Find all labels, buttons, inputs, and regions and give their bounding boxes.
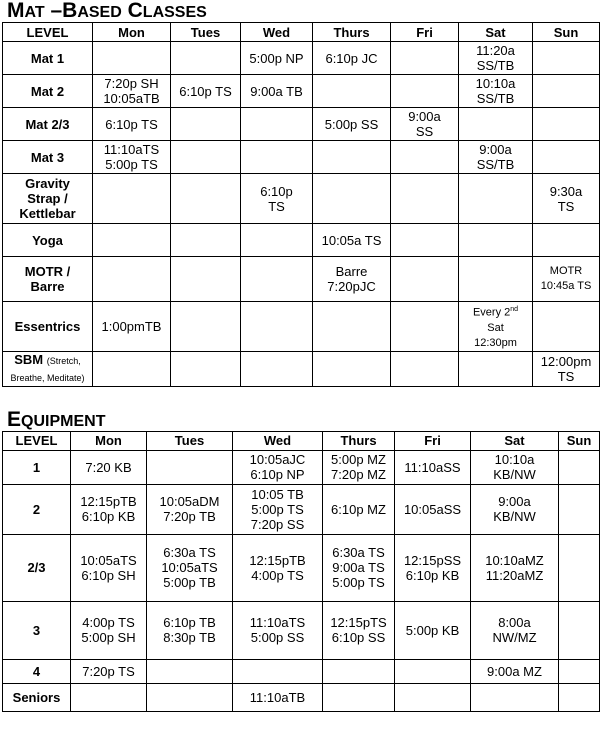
- schedule-cell: [559, 601, 600, 659]
- schedule-cell: [241, 302, 313, 352]
- schedule-cell: [147, 659, 233, 683]
- schedule-cell: [233, 450, 323, 484]
- header-wed: Wed: [233, 431, 323, 450]
- schedule-cell: [71, 601, 147, 659]
- schedule-entry: 12:15pSS 6:10p KB: [403, 552, 462, 583]
- schedule-entry: 11:10aTS 5:00p TS: [103, 142, 160, 172]
- schedule-entry: 11:10aTS 5:00p SS: [249, 615, 306, 646]
- level-label: Mat 2: [30, 83, 65, 99]
- schedule-cell: [471, 484, 559, 534]
- schedule-entry: Barre 7:20pJC: [327, 264, 376, 294]
- schedule-cell: [323, 484, 395, 534]
- level-cell: [3, 108, 93, 141]
- schedule-entry: 10:05aJC 6:10p NP: [249, 452, 306, 483]
- schedule-cell: [559, 484, 600, 534]
- schedule-cell: [459, 75, 533, 108]
- schedule-cell: [471, 683, 559, 711]
- schedule-entry: 10:05aDM 7:20p TB: [159, 494, 220, 525]
- level-cell: [3, 257, 93, 302]
- header-fri: Fri: [391, 23, 459, 42]
- schedule-cell: [323, 534, 395, 601]
- header-tues: Tues: [147, 431, 233, 450]
- schedule-cell: [171, 257, 241, 302]
- schedule-entry: 10:05a TS: [321, 232, 382, 248]
- schedule-cell: [395, 601, 471, 659]
- schedule-entry: 6:30a TS 9:00a TS 5:00p TS: [332, 545, 385, 591]
- level-cell: [3, 601, 71, 659]
- schedule-entry: 11:10aSS: [404, 459, 461, 475]
- schedule-cell: [233, 683, 323, 711]
- header-sat: Sat: [459, 23, 533, 42]
- schedule-cell: [533, 351, 600, 386]
- schedule-cell: [241, 257, 313, 302]
- schedule-cell: [533, 302, 600, 352]
- schedule-cell: [533, 257, 600, 302]
- schedule-entry: 12:15pTB 4:00p TS: [249, 552, 306, 583]
- schedule-entry: 12:15pTS 6:10p SS: [330, 615, 387, 646]
- schedule-cell: [459, 224, 533, 257]
- schedule-cell: [395, 659, 471, 683]
- title-letter: E: [7, 407, 22, 431]
- schedule-entry: 6:30a TS 10:05aTS 5:00p TB: [161, 545, 218, 591]
- schedule-cell: [323, 450, 395, 484]
- header-level: LEVEL: [3, 23, 93, 42]
- table-row: [3, 224, 600, 257]
- schedule-entry: 12:15pTB 6:10p KB: [80, 494, 137, 525]
- schedule-cell: [313, 108, 391, 141]
- schedule-cell: [533, 224, 600, 257]
- schedule-entry: 9:00a TB: [250, 83, 303, 99]
- essentrics-sat-sup: nd: [510, 306, 519, 313]
- schedule-entry: 6:10p TS: [179, 83, 232, 99]
- level-cell: [3, 302, 93, 352]
- schedule-cell: [71, 534, 147, 601]
- schedule-cell: [323, 601, 395, 659]
- schedule-cell: [313, 224, 391, 257]
- schedule-cell: [313, 141, 391, 174]
- equipment-title: [0, 409, 600, 431]
- schedule-cell: [93, 75, 171, 108]
- schedule-entry: 10:10aMZ 11:20aMZ: [485, 552, 544, 583]
- title-dash: –: [44, 0, 63, 22]
- schedule-cell: [559, 450, 600, 484]
- level-cell: [3, 659, 71, 683]
- schedule-cell: [71, 450, 147, 484]
- table-row: [3, 601, 600, 659]
- schedule-cell: [391, 174, 459, 224]
- table-row: [3, 659, 600, 683]
- schedule-cell: [93, 257, 171, 302]
- schedule-entry: 11:10aTB: [249, 689, 306, 705]
- schedule-cell: [147, 601, 233, 659]
- level-label: Gravity Strap / Kettlebar: [19, 176, 76, 221]
- schedule-cell: [171, 141, 241, 174]
- header-wed: Wed: [241, 23, 313, 42]
- table-row: [3, 141, 600, 174]
- schedule-entry: 10:05aSS: [403, 501, 462, 517]
- schedule-entry: 11:20a SS/TB: [476, 43, 515, 73]
- title-letter: B: [62, 0, 78, 22]
- schedule-cell: [533, 42, 600, 75]
- schedule-entry: 6:10p JC: [325, 50, 378, 66]
- schedule-cell: [241, 75, 313, 108]
- mat-classes-table: [2, 22, 600, 387]
- schedule-cell: [391, 257, 459, 302]
- title-letter: M: [7, 0, 25, 22]
- schedule-cell: [171, 42, 241, 75]
- schedule-cell: [459, 174, 533, 224]
- schedule-entry: 9:30a TS: [549, 183, 583, 214]
- table-row: [3, 450, 600, 484]
- schedule-cell: [241, 42, 313, 75]
- schedule-cell: [559, 534, 600, 601]
- schedule-cell: [391, 141, 459, 174]
- level-label: Mat 2/3: [25, 116, 70, 132]
- schedule-cell: [459, 257, 533, 302]
- schedule-entry: 9:00a KB/NW: [493, 494, 536, 525]
- header-sun: Sun: [559, 431, 600, 450]
- schedule-cell: [395, 484, 471, 534]
- schedule-cell: [533, 174, 600, 224]
- schedule-cell: [313, 42, 391, 75]
- schedule-cell: [93, 108, 171, 141]
- schedule-cell: [71, 683, 147, 711]
- schedule-cell: [171, 302, 241, 352]
- schedule-cell: [391, 108, 459, 141]
- level-label: Yoga: [32, 232, 63, 248]
- schedule-entry: 1:00pmTB: [101, 318, 162, 334]
- title-part: QUIPMENT: [21, 412, 106, 430]
- table-row: [3, 257, 600, 302]
- schedule-cell: [459, 108, 533, 141]
- schedule-cell: [233, 659, 323, 683]
- table-row: [3, 174, 600, 224]
- schedule-cell: [241, 224, 313, 257]
- schedule-cell: [93, 351, 171, 386]
- schedule-cell: [313, 174, 391, 224]
- schedule-cell: [471, 450, 559, 484]
- schedule-cell: [323, 659, 395, 683]
- level-cell: [3, 75, 93, 108]
- schedule-entry: 5:00p SS: [324, 116, 379, 132]
- schedule-cell: [171, 174, 241, 224]
- header-thurs: Thurs: [313, 23, 391, 42]
- table-row: [3, 108, 600, 141]
- level-label: Mat 1: [30, 50, 65, 66]
- schedule-cell: [93, 302, 171, 352]
- equipment-table: [2, 431, 600, 712]
- schedule-entry: 5:00p MZ 7:20p MZ: [331, 452, 386, 483]
- schedule-entry: 6:10p TS: [105, 116, 158, 132]
- level-label: 3: [32, 622, 41, 638]
- level-label: Essentrics: [14, 318, 81, 334]
- schedule-entry: 5:00p NP: [249, 50, 304, 66]
- schedule-cell: [233, 601, 323, 659]
- schedule-entry: 7:20 KB: [85, 459, 132, 475]
- header-thurs: Thurs: [323, 431, 395, 450]
- schedule-cell: [391, 224, 459, 257]
- schedule-cell: [459, 141, 533, 174]
- schedule-entry: 9:00a MZ: [487, 663, 542, 679]
- level-label: 2: [32, 501, 41, 517]
- level-cell: [3, 141, 93, 174]
- title-part: AT: [24, 4, 45, 21]
- schedule-cell: [533, 108, 600, 141]
- schedule-entry: 9:00a SS: [408, 109, 441, 139]
- schedule-cell: [391, 351, 459, 386]
- schedule-cell: [171, 75, 241, 108]
- schedule-cell: [241, 141, 313, 174]
- schedule-cell: [147, 534, 233, 601]
- schedule-cell: [93, 141, 171, 174]
- schedule-cell: [93, 42, 171, 75]
- level-label: SBM: [14, 351, 44, 367]
- schedule-entry: 7:20p TS: [82, 663, 135, 679]
- table-row: [3, 534, 600, 601]
- schedule-cell: [241, 174, 313, 224]
- header-sat: Sat: [471, 431, 559, 450]
- table-row: [3, 42, 600, 75]
- schedule-entry: 6:10p TB 8:30p TB: [163, 615, 216, 646]
- table-row: [3, 484, 600, 534]
- level-cell: [3, 174, 93, 224]
- schedule-cell: [171, 108, 241, 141]
- title-letter: C: [127, 0, 143, 22]
- sbm-note: (Stretch, Breathe, Meditate): [10, 355, 85, 383]
- schedule-cell: [559, 659, 600, 683]
- schedule-cell: [93, 174, 171, 224]
- table-row: [3, 75, 600, 108]
- schedule-cell: [459, 351, 533, 386]
- mat-classes-title: [0, 0, 600, 22]
- schedule-entry: 12:00pm TS: [540, 353, 592, 384]
- essentrics-sat-time: Sat 12:30pm: [474, 321, 517, 349]
- schedule-cell: [171, 351, 241, 386]
- level-cell: [3, 534, 71, 601]
- header-tues: Tues: [171, 23, 241, 42]
- schedule-cell: [71, 659, 147, 683]
- schedule-cell: [171, 224, 241, 257]
- schedule-cell: [233, 534, 323, 601]
- schedule-cell: [391, 302, 459, 352]
- schedule-cell: [241, 108, 313, 141]
- schedule-cell: [313, 75, 391, 108]
- schedule-entry: 9:00a SS/TB: [476, 142, 515, 172]
- schedule-cell: [471, 601, 559, 659]
- schedule-entry: 10:10a KB/NW: [493, 452, 536, 483]
- level-label: 4: [32, 663, 41, 679]
- schedule-entry: 4:00p TS 5:00p SH: [81, 615, 136, 646]
- schedule-cell: [313, 351, 391, 386]
- schedule-entry: 7:20p SH 10:05aTB: [103, 76, 160, 106]
- level-label: 1: [32, 459, 41, 475]
- title-part: ASED: [77, 4, 122, 21]
- schedule-cell: [147, 450, 233, 484]
- schedule-entry: 5:00p KB: [405, 622, 460, 638]
- schedule-cell: [459, 42, 533, 75]
- schedule-cell: [395, 534, 471, 601]
- schedule-cell: [233, 484, 323, 534]
- level-label: Seniors: [12, 689, 61, 705]
- level-cell: [3, 224, 93, 257]
- schedule-entry: 10:05 TB 5:00p TS 7:20p SS: [250, 486, 305, 532]
- table-row: [3, 351, 600, 386]
- schedule-cell: [533, 141, 600, 174]
- header-row: [3, 23, 600, 42]
- schedule-cell: [313, 302, 391, 352]
- schedule-cell: [147, 484, 233, 534]
- schedule-cell: [459, 302, 533, 352]
- schedule-entry: 10:10a SS/TB: [475, 76, 516, 106]
- schedule-cell: [313, 257, 391, 302]
- level-cell: [3, 683, 71, 711]
- title-part: LASSES: [142, 4, 207, 21]
- schedule-cell: [471, 534, 559, 601]
- table-row: [3, 302, 600, 352]
- schedule-cell: [323, 683, 395, 711]
- header-sun: Sun: [533, 23, 600, 42]
- header-mon: Mon: [93, 23, 171, 42]
- level-cell: [3, 351, 93, 386]
- level-label: Mat 3: [30, 149, 65, 165]
- schedule-entry: 6:10p MZ: [331, 501, 386, 517]
- header-fri: Fri: [395, 431, 471, 450]
- schedule-cell: [395, 683, 471, 711]
- level-cell: [3, 42, 93, 75]
- level-cell: [3, 484, 71, 534]
- schedule-entry: MOTR 10:45a TS: [540, 265, 592, 292]
- schedule-cell: [147, 683, 233, 711]
- schedule-cell: [71, 484, 147, 534]
- schedule-cell: [391, 75, 459, 108]
- level-label: 2/3: [27, 560, 46, 576]
- schedule-cell: [471, 659, 559, 683]
- schedule-cell: [395, 450, 471, 484]
- schedule-cell: [533, 75, 600, 108]
- schedule-cell: [93, 224, 171, 257]
- header-level: LEVEL: [3, 431, 71, 450]
- table-row: [3, 683, 600, 711]
- level-label: MOTR / Barre: [24, 264, 71, 294]
- schedule-cell: [391, 42, 459, 75]
- header-row: [3, 431, 600, 450]
- level-cell: [3, 450, 71, 484]
- header-mon: Mon: [71, 431, 147, 450]
- schedule-entry: 8:00a NW/MZ: [492, 615, 537, 646]
- schedule-entry: 6:10p TS: [260, 183, 293, 214]
- essentrics-sat-text: Every 2: [472, 306, 511, 319]
- schedule-cell: [241, 351, 313, 386]
- schedule-entry: 10:05aTS 6:10p SH: [80, 552, 137, 583]
- schedule-cell: [559, 683, 600, 711]
